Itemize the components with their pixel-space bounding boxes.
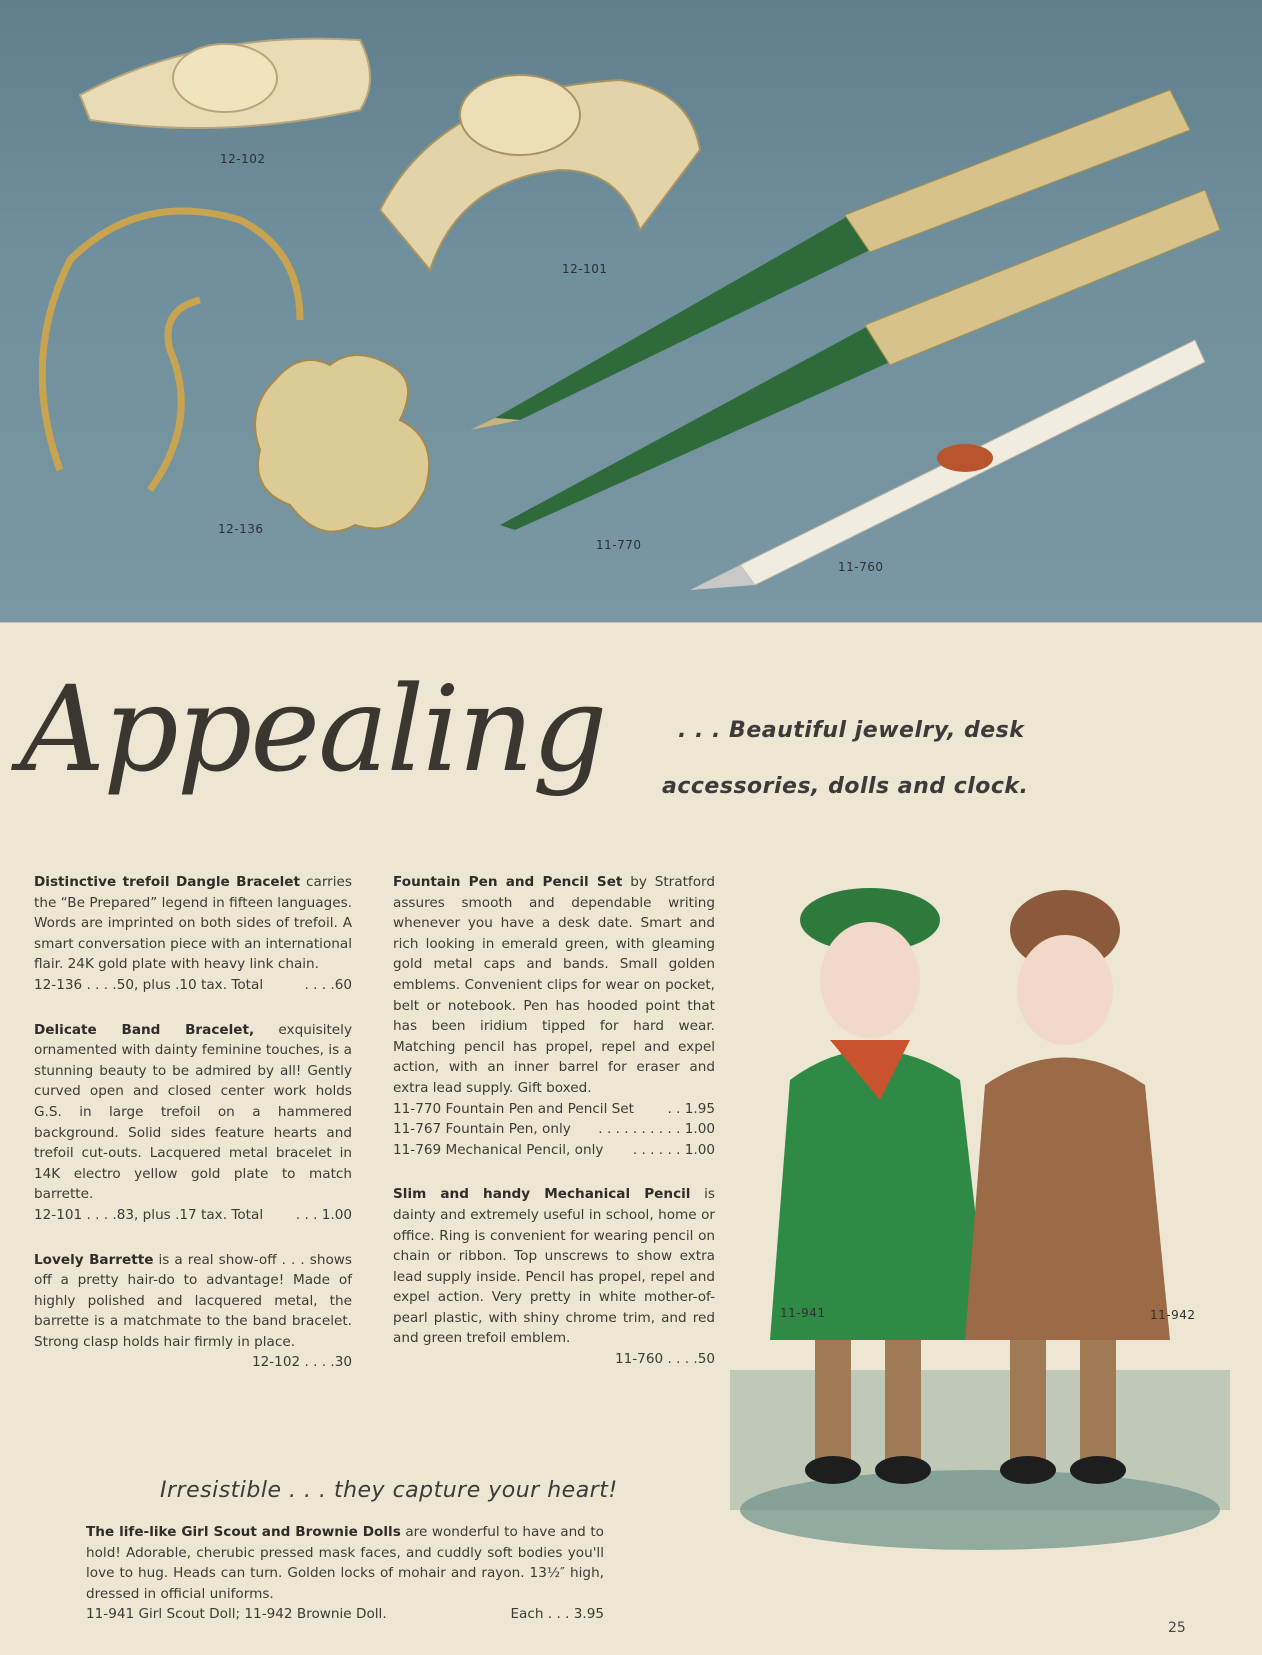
left-column: [34, 872, 352, 1397]
mechanical-pencil-white-image: [690, 340, 1205, 590]
pencil-body: is dainty and extremely useful in school, home or office. Ring is convenient for wearing pencil on chain or ribbon. Top unscrews to show extra lead supply inside. Pencil has propel, repel and expel action. Very pretty in white mother-of-pearl plastic, with shiny chrome trim, and red and green trefoil emblem.: [393, 1186, 715, 1347]
price-text: 12-101 . . . .83, plus .17 tax. Total: [34, 1206, 264, 1223]
tagline-line1: . . . Beautiful jewelry, desk: [678, 718, 1025, 743]
dolls-illustration: [730, 870, 1230, 1550]
price-text: 12-102 . . . .30: [251, 1354, 352, 1371]
price-text: 12-136 . . . .50, plus .10 tax. Total: [34, 976, 264, 993]
price-value: . . 1.95: [667, 1100, 715, 1117]
label-pen-set: 11-770: [596, 538, 642, 552]
dolls-paragraph: [86, 1522, 604, 1625]
dangle-bracelet-title: Distinctive trefoil Dangle Bracelet: [34, 874, 301, 890]
barrette-description: [34, 1250, 352, 1374]
barrette-body: is a real show-off . . . shows off a pretty hair-do to advantage! Made of highly polished and lacquered metal, the barrette is a matchmate to the band bracelet. Strong clasp holds hair firmly in place.: [34, 1251, 352, 1350]
dangle-bracelet-body: carries the “Be Prepared” legend in fifteen languages. Words are imprinted on both sides of trefoil. A smart conversation piece with an international flair. 24K gold plate with heavy link chain.: [34, 874, 352, 973]
price-total: . . . .60: [304, 976, 352, 993]
dolls-body: are wonderful to have and to hold! Adorable, cherubic pressed mask faces, and cuddly soft bodies you'll love to hug. Heads can turn. Golden locks of mohair and rayon. 13½″ high, dressed in official uniforms.: [86, 1524, 604, 1602]
price-value: . . . . . . . . . . 1.00: [598, 1121, 715, 1138]
price-text: 11-760 . . . .50: [614, 1351, 715, 1368]
label-dangle-bracelet: 12-136: [218, 522, 264, 536]
label-pencil: 11-760: [838, 560, 884, 574]
pencil-title: Slim and handy Mechanical Pencil: [393, 1186, 691, 1203]
page-number: 25: [1168, 1620, 1186, 1636]
product-photo: [0, 0, 1262, 623]
price-total: . . . 1.00: [295, 1206, 352, 1223]
dolls-subhead: Irresistible . . . they capture your heart!: [160, 1478, 618, 1503]
middle-column: [393, 872, 715, 1394]
tagline-line2: accessories, dolls and clock.: [662, 774, 1029, 799]
dolls-price: [86, 1604, 604, 1625]
label-band-bracelet: 12-101: [562, 262, 608, 276]
label-barrette: 12-102: [220, 152, 266, 166]
dangle-bracelet-description: [34, 872, 352, 996]
pen-set-price-0: [393, 1099, 715, 1120]
dolls-description: [86, 1522, 604, 1625]
barrette-title: Lovely Barrette: [34, 1251, 154, 1268]
pencil-description: [393, 1184, 715, 1369]
dolls-photo: [730, 870, 1230, 1554]
label-brownie-doll: 11-942: [1150, 1308, 1196, 1322]
pen-set-price-1: [393, 1119, 715, 1140]
band-bracelet-price: [34, 1205, 352, 1226]
pen-set-title: Fountain Pen and Pencil Set: [393, 874, 623, 890]
pen-set-description: [393, 872, 715, 1160]
label-girl-scout-doll: 11-941: [780, 1306, 826, 1320]
band-bracelet-title: Delicate Band Bracelet,: [34, 1021, 255, 1038]
product-illustration: [0, 0, 1262, 622]
price-value: . . . . . . 1.00: [632, 1141, 715, 1158]
trefoil-charm-image: [255, 355, 429, 532]
pen-set-price-2: [393, 1140, 715, 1161]
headline: Appealing: [20, 660, 606, 798]
band-bracelet-image: [380, 75, 700, 270]
price-item: 11-770 Fountain Pen and Pencil Set: [393, 1100, 634, 1117]
price-text: 11-941 Girl Scout Doll; 11-942 Brownie Doll.: [86, 1606, 387, 1623]
band-bracelet-description: [34, 1020, 352, 1226]
barrette-image: [80, 39, 370, 128]
dolls-title: The life-like Girl Scout and Brownie Dolls: [86, 1524, 401, 1540]
price-item: 11-767 Fountain Pen, only: [393, 1121, 571, 1138]
price-total: Each . . . 3.95: [510, 1606, 604, 1623]
pencil-price: [393, 1349, 715, 1370]
band-bracelet-body: exquisitely ornamented with dainty feminine touches, is a stunning beauty to be admired by all! Gently curved open and closed center work holds G.S. in large trefoil on a hammered background. Solid sides feature hearts and trefoil cut-outs. Lacquered metal bracelet in 14K electro yellow gold plate to match barrette.: [34, 1021, 352, 1203]
price-item: 11-769 Mechanical Pencil, only: [393, 1141, 604, 1158]
pen-set-body: by Stratford assures smooth and dependable writing whenever you have a desk date. Smart and rich looking in emerald green, with gleaming gold metal caps and bands. Small golden emblems. Convenient clips for wear on pocket, belt or notebook. Pen has hooded point that has been iridium tipped for hard wear. Matching pencil has propel, repel and expel action, with an inner barrel for eraser and extra lead supply. Gift boxed.: [393, 874, 715, 1096]
barrette-price: [34, 1352, 352, 1373]
dangle-bracelet-price: [34, 975, 352, 996]
